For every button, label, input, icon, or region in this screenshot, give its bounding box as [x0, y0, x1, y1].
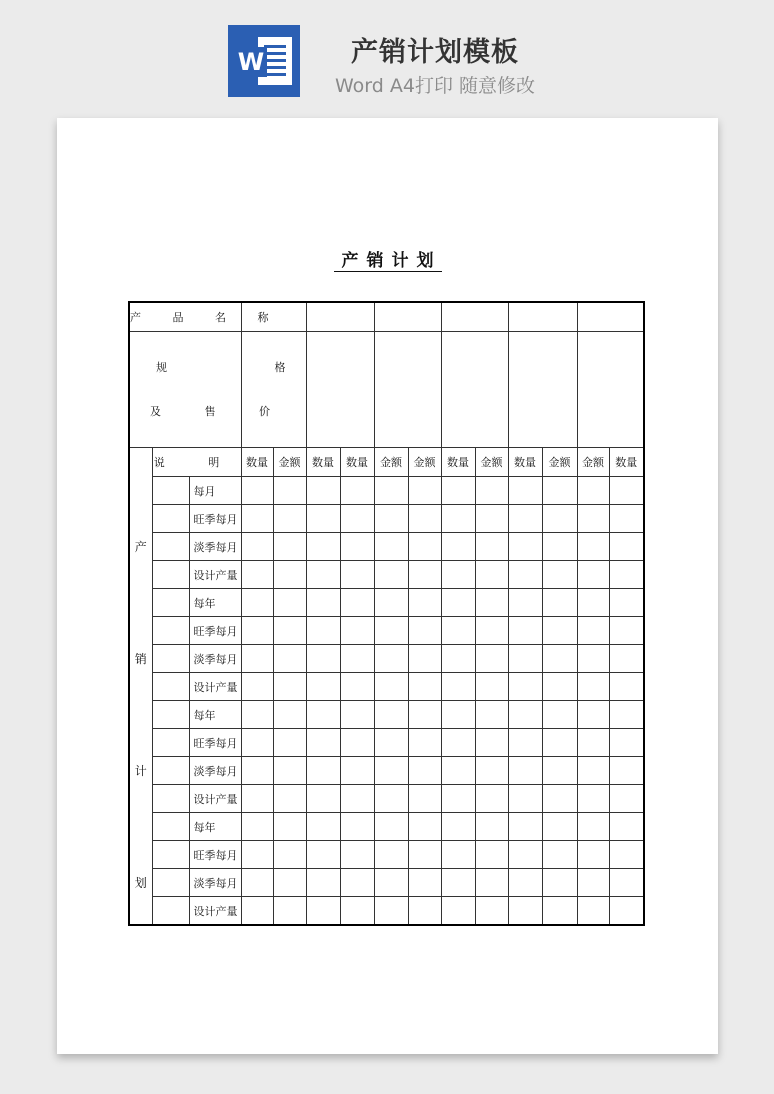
data-cell[interactable] — [273, 533, 306, 561]
data-cell[interactable] — [241, 617, 273, 645]
row-item-label: 设计产量 — [189, 561, 241, 589]
document-title: 产销计划 — [57, 251, 718, 272]
data-cell[interactable] — [577, 897, 609, 926]
data-cell[interactable] — [408, 505, 441, 533]
data-cell[interactable] — [577, 617, 609, 645]
data-cell[interactable] — [609, 701, 644, 729]
data-cell[interactable] — [609, 785, 644, 813]
data-cell[interactable] — [441, 869, 475, 897]
data-cell[interactable] — [609, 869, 644, 897]
data-cell[interactable] — [542, 505, 577, 533]
data-cell[interactable] — [340, 729, 374, 757]
data-cell[interactable] — [306, 645, 340, 673]
table-row — [129, 561, 644, 589]
column-header-row — [129, 448, 644, 477]
data-cell[interactable] — [306, 813, 340, 841]
data-cell[interactable] — [475, 785, 508, 813]
data-cell[interactable] — [374, 645, 408, 673]
data-cell[interactable] — [241, 533, 273, 561]
data-cell[interactable] — [577, 869, 609, 897]
data-cell[interactable] — [475, 505, 508, 533]
data-cell[interactable] — [508, 813, 542, 841]
data-cell[interactable] — [408, 701, 441, 729]
data-cell[interactable] — [306, 533, 340, 561]
data-cell[interactable] — [273, 589, 306, 617]
data-cell[interactable] — [542, 561, 577, 589]
table-row — [129, 813, 644, 841]
data-cell[interactable] — [475, 561, 508, 589]
data-cell[interactable] — [609, 505, 644, 533]
data-cell[interactable] — [408, 477, 441, 505]
data-cell[interactable] — [273, 617, 306, 645]
data-cell[interactable] — [542, 477, 577, 505]
data-cell[interactable] — [374, 561, 408, 589]
data-cell[interactable] — [542, 729, 577, 757]
product-name-cell[interactable] — [306, 302, 374, 332]
data-cell[interactable] — [241, 701, 273, 729]
data-cell[interactable] — [508, 505, 542, 533]
column-header: 金额 — [475, 448, 508, 477]
blank-cell — [152, 617, 189, 645]
data-cell[interactable] — [475, 813, 508, 841]
table-row — [129, 869, 644, 897]
data-cell[interactable] — [241, 897, 273, 926]
blank-cell — [152, 757, 189, 785]
data-cell[interactable] — [508, 869, 542, 897]
row-item-label: 设计产量 — [189, 897, 241, 926]
row-item-label: 每年 — [189, 701, 241, 729]
data-cell[interactable] — [408, 785, 441, 813]
data-cell[interactable] — [577, 757, 609, 785]
data-cell[interactable] — [609, 617, 644, 645]
row-item-label: 旺季每月 — [189, 505, 241, 533]
document-page — [57, 118, 718, 1054]
spec-price-label: 规 格 及 售 价 — [129, 332, 241, 448]
data-cell[interactable] — [306, 757, 340, 785]
blank-cell — [152, 477, 189, 505]
data-cell[interactable] — [340, 785, 374, 813]
data-cell[interactable] — [542, 645, 577, 673]
column-header: 金额 — [408, 448, 441, 477]
data-cell[interactable] — [306, 617, 340, 645]
data-cell[interactable] — [609, 813, 644, 841]
data-cell[interactable] — [609, 533, 644, 561]
data-cell[interactable] — [408, 897, 441, 926]
data-cell[interactable] — [542, 757, 577, 785]
data-cell[interactable] — [340, 813, 374, 841]
data-cell[interactable] — [577, 841, 609, 869]
data-cell[interactable] — [475, 729, 508, 757]
data-cell[interactable] — [508, 701, 542, 729]
data-cell[interactable] — [340, 561, 374, 589]
blank-cell — [152, 645, 189, 673]
data-cell[interactable] — [273, 645, 306, 673]
data-cell[interactable] — [374, 729, 408, 757]
data-cell[interactable] — [340, 841, 374, 869]
data-cell[interactable] — [408, 589, 441, 617]
data-cell[interactable] — [577, 533, 609, 561]
data-cell[interactable] — [241, 561, 273, 589]
product-name-cell[interactable] — [441, 302, 508, 332]
data-cell[interactable] — [542, 673, 577, 701]
data-cell[interactable] — [508, 561, 542, 589]
data-cell[interactable] — [441, 505, 475, 533]
data-cell[interactable] — [241, 813, 273, 841]
data-cell[interactable] — [577, 701, 609, 729]
data-cell[interactable] — [374, 673, 408, 701]
blank-cell — [152, 729, 189, 757]
data-cell[interactable] — [273, 477, 306, 505]
data-cell[interactable] — [441, 813, 475, 841]
data-cell[interactable] — [273, 673, 306, 701]
data-cell[interactable] — [273, 785, 306, 813]
data-cell[interactable] — [273, 701, 306, 729]
data-cell[interactable] — [542, 841, 577, 869]
product-name-cell[interactable] — [374, 302, 441, 332]
spec-price-cell[interactable] — [374, 332, 441, 448]
data-cell[interactable] — [374, 841, 408, 869]
data-cell[interactable] — [241, 841, 273, 869]
data-cell[interactable] — [609, 841, 644, 869]
data-cell[interactable] — [441, 841, 475, 869]
row-item-label: 每年 — [189, 813, 241, 841]
data-cell[interactable] — [475, 533, 508, 561]
data-cell[interactable] — [374, 589, 408, 617]
column-header: 数量 — [441, 448, 475, 477]
word-icon — [228, 25, 300, 97]
data-cell[interactable] — [340, 757, 374, 785]
data-cell[interactable] — [340, 645, 374, 673]
data-cell[interactable] — [306, 785, 340, 813]
data-cell[interactable] — [408, 813, 441, 841]
data-cell[interactable] — [577, 505, 609, 533]
spec-price-cell[interactable] — [441, 332, 508, 448]
data-cell[interactable] — [408, 533, 441, 561]
data-cell[interactable] — [374, 785, 408, 813]
data-cell[interactable] — [408, 841, 441, 869]
row-item-label: 淡季每月 — [189, 533, 241, 561]
data-cell[interactable] — [340, 673, 374, 701]
side-label-stack — [130, 448, 152, 924]
row-item-label: 设计产量 — [189, 785, 241, 813]
table-row — [129, 645, 644, 673]
data-cell[interactable] — [577, 645, 609, 673]
column-header: 金额 — [273, 448, 306, 477]
blank-cell — [152, 505, 189, 533]
data-cell[interactable] — [609, 897, 644, 926]
word-letter: W — [235, 47, 267, 77]
spec-price-cell[interactable] — [577, 332, 644, 448]
data-cell[interactable] — [441, 617, 475, 645]
data-cell[interactable] — [542, 785, 577, 813]
product-name-cell[interactable] — [508, 302, 577, 332]
table-row — [129, 673, 644, 701]
data-cell[interactable] — [542, 813, 577, 841]
data-cell[interactable] — [508, 897, 542, 926]
data-cell[interactable] — [577, 785, 609, 813]
data-cell[interactable] — [441, 701, 475, 729]
data-cell[interactable] — [306, 477, 340, 505]
data-cell[interactable] — [374, 869, 408, 897]
data-cell[interactable] — [241, 589, 273, 617]
spec-price-cell[interactable] — [306, 332, 374, 448]
data-cell[interactable] — [306, 505, 340, 533]
data-cell[interactable] — [441, 729, 475, 757]
data-cell[interactable] — [340, 701, 374, 729]
data-cell[interactable] — [542, 701, 577, 729]
data-cell[interactable] — [306, 729, 340, 757]
data-cell[interactable] — [241, 729, 273, 757]
data-cell[interactable] — [609, 645, 644, 673]
data-cell[interactable] — [273, 813, 306, 841]
data-cell[interactable] — [508, 841, 542, 869]
table-row — [129, 897, 644, 926]
column-header: 数量 — [306, 448, 340, 477]
row-item-label: 旺季每月 — [189, 729, 241, 757]
data-cell[interactable] — [475, 841, 508, 869]
data-cell[interactable] — [609, 673, 644, 701]
data-cell[interactable] — [542, 897, 577, 926]
data-cell[interactable] — [408, 645, 441, 673]
data-cell[interactable] — [241, 869, 273, 897]
blank-cell — [152, 701, 189, 729]
data-cell[interactable] — [577, 673, 609, 701]
data-cell[interactable] — [273, 841, 306, 869]
blank-cell — [152, 841, 189, 869]
product-name-row — [129, 302, 644, 332]
data-cell[interactable] — [508, 785, 542, 813]
data-cell[interactable] — [441, 785, 475, 813]
row-item-label: 旺季每月 — [189, 617, 241, 645]
data-cell[interactable] — [306, 561, 340, 589]
data-cell[interactable] — [508, 645, 542, 673]
data-cell[interactable] — [241, 477, 273, 505]
blank-cell — [152, 561, 189, 589]
data-cell[interactable] — [609, 477, 644, 505]
data-cell[interactable] — [508, 673, 542, 701]
page-subtitle: Word A4打印 随意修改 — [334, 75, 535, 97]
data-cell[interactable] — [508, 533, 542, 561]
blank-cell — [152, 589, 189, 617]
page-title: 产销计划模板 — [351, 37, 519, 68]
table-row — [129, 841, 644, 869]
data-cell[interactable] — [374, 813, 408, 841]
data-cell[interactable] — [508, 477, 542, 505]
data-cell[interactable] — [508, 729, 542, 757]
data-cell[interactable] — [340, 897, 374, 926]
data-cell[interactable] — [306, 701, 340, 729]
data-cell[interactable] — [241, 673, 273, 701]
production-sales-plan-table — [128, 301, 645, 926]
column-header: 数量 — [609, 448, 644, 477]
row-item-label: 每年 — [189, 589, 241, 617]
table-row — [129, 533, 644, 561]
column-header: 金额 — [374, 448, 408, 477]
data-cell[interactable] — [273, 561, 306, 589]
data-cell[interactable] — [306, 673, 340, 701]
data-cell[interactable] — [241, 505, 273, 533]
blank-cell — [152, 813, 189, 841]
data-cell[interactable] — [475, 869, 508, 897]
data-cell[interactable] — [340, 533, 374, 561]
data-cell[interactable] — [542, 617, 577, 645]
data-cell[interactable] — [441, 477, 475, 505]
table-row — [129, 757, 644, 785]
data-cell[interactable] — [241, 757, 273, 785]
data-cell[interactable] — [609, 589, 644, 617]
side-label-char: 划 — [134, 876, 147, 890]
blank-cell — [152, 785, 189, 813]
data-cell[interactable] — [241, 785, 273, 813]
row-item-label: 旺季每月 — [189, 841, 241, 869]
data-cell[interactable] — [542, 589, 577, 617]
column-header: 金额 — [542, 448, 577, 477]
side-label-char: 产 — [134, 540, 147, 554]
table-row — [129, 505, 644, 533]
data-cell[interactable] — [441, 673, 475, 701]
data-cell[interactable] — [475, 617, 508, 645]
data-cell[interactable] — [273, 897, 306, 926]
data-cell[interactable] — [408, 757, 441, 785]
row-item-label: 淡季每月 — [189, 645, 241, 673]
column-header: 数量 — [340, 448, 374, 477]
product-name-cell[interactable] — [577, 302, 644, 332]
data-cell[interactable] — [609, 757, 644, 785]
data-cell[interactable] — [441, 757, 475, 785]
data-cell[interactable] — [306, 589, 340, 617]
data-cell[interactable] — [306, 897, 340, 926]
blank-cell — [152, 673, 189, 701]
spec-price-row — [129, 332, 644, 448]
data-cell[interactable] — [273, 505, 306, 533]
product-name-label: 产 品 名 称 — [129, 302, 241, 332]
blank-cell — [152, 897, 189, 926]
data-cell[interactable] — [408, 869, 441, 897]
data-cell[interactable] — [340, 505, 374, 533]
data-cell[interactable] — [475, 645, 508, 673]
data-cell[interactable] — [441, 897, 475, 926]
data-cell[interactable] — [441, 589, 475, 617]
data-cell[interactable] — [273, 757, 306, 785]
row-item-label: 淡季每月 — [189, 869, 241, 897]
spec-price-cell[interactable] — [508, 332, 577, 448]
table-row — [129, 617, 644, 645]
data-cell[interactable] — [609, 729, 644, 757]
data-cell[interactable] — [577, 589, 609, 617]
data-cell[interactable] — [441, 645, 475, 673]
data-cell[interactable] — [508, 617, 542, 645]
data-cell[interactable] — [408, 673, 441, 701]
table-row — [129, 589, 644, 617]
side-label-char: 销 — [134, 652, 147, 666]
header — [0, 0, 774, 110]
data-cell[interactable] — [609, 561, 644, 589]
data-cell[interactable] — [577, 561, 609, 589]
side-label-column — [129, 448, 152, 926]
data-cell[interactable] — [374, 505, 408, 533]
column-header: 金额 — [577, 448, 609, 477]
blank-cell — [152, 533, 189, 561]
data-cell[interactable] — [475, 897, 508, 926]
data-cell[interactable] — [273, 729, 306, 757]
data-cell[interactable] — [306, 841, 340, 869]
data-cell[interactable] — [475, 701, 508, 729]
data-cell[interactable] — [374, 757, 408, 785]
explain-label: 说 明 — [152, 448, 241, 477]
data-cell[interactable] — [374, 701, 408, 729]
data-cell[interactable] — [374, 897, 408, 926]
column-header: 数量 — [508, 448, 542, 477]
data-cell[interactable] — [273, 869, 306, 897]
data-cell[interactable] — [408, 729, 441, 757]
data-cell[interactable] — [475, 757, 508, 785]
data-cell[interactable] — [340, 477, 374, 505]
data-cell[interactable] — [340, 617, 374, 645]
data-cell[interactable] — [374, 533, 408, 561]
data-cell[interactable] — [475, 477, 508, 505]
data-cell[interactable] — [408, 617, 441, 645]
table-row — [129, 701, 644, 729]
data-cell[interactable] — [340, 869, 374, 897]
row-item-label: 设计产量 — [189, 673, 241, 701]
data-cell[interactable] — [241, 645, 273, 673]
data-cell[interactable] — [441, 533, 475, 561]
side-label-char: 计 — [134, 764, 147, 778]
data-cell[interactable] — [508, 757, 542, 785]
data-cell[interactable] — [542, 533, 577, 561]
table-row — [129, 729, 644, 757]
data-cell[interactable] — [475, 673, 508, 701]
table-row — [129, 785, 644, 813]
data-cell[interactable] — [340, 589, 374, 617]
data-cell[interactable] — [374, 617, 408, 645]
data-cell[interactable] — [542, 869, 577, 897]
data-cell[interactable] — [408, 561, 441, 589]
row-item-label: 淡季每月 — [189, 757, 241, 785]
column-header: 数量 — [241, 448, 273, 477]
data-cell[interactable] — [306, 869, 340, 897]
row-item-label: 每月 — [189, 477, 241, 505]
blank-cell — [152, 869, 189, 897]
data-cell[interactable] — [374, 477, 408, 505]
data-cell[interactable] — [475, 589, 508, 617]
data-cell[interactable] — [577, 477, 609, 505]
data-cell[interactable] — [577, 813, 609, 841]
data-cell[interactable] — [441, 561, 475, 589]
data-cell[interactable] — [577, 729, 609, 757]
table-row — [129, 477, 644, 505]
data-cell[interactable] — [508, 589, 542, 617]
